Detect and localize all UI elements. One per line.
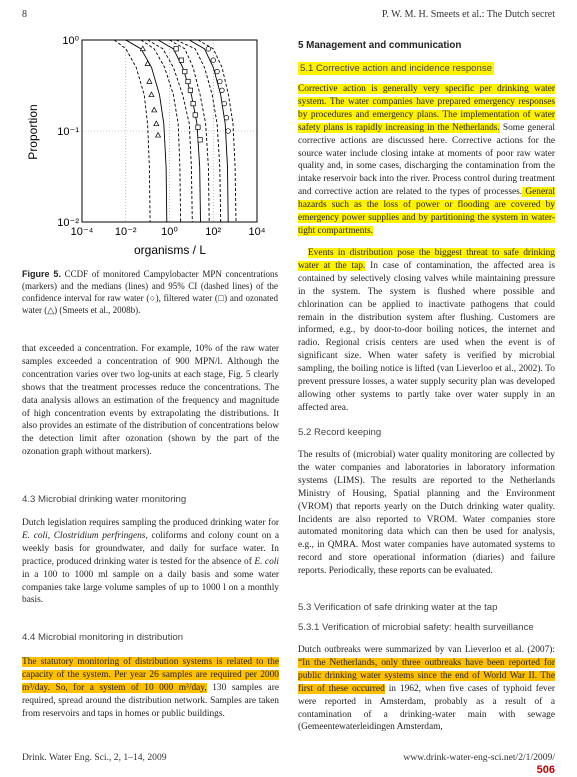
circle-marker xyxy=(206,47,211,52)
section-heading-4-4: 4.4 Microbial monitoring in distribution xyxy=(22,632,184,643)
figure-5-chart xyxy=(22,28,280,258)
circle-marker xyxy=(211,58,216,63)
y-axis-label: Proportion xyxy=(26,104,40,160)
right-paragraph-4: Dutch outbreaks were summarized by van Lieverloo et al. (2007): “In the Netherlands, only three outbreaks have been reported for public drinking water systems since the end of World War II. The first of these occurred in 1962, when five cases of typhoid fever were reported in Amsterdam, probably as a result of a contamination of a drinking-water main with sewage (Gemeentewaterleidingen Amsterdam, xyxy=(298,645,555,733)
circle-marker xyxy=(215,69,220,74)
highlight-three-outbreaks: “In the Netherlands, only three outbreaks have been reported for public drinking water systems since the end of World War II. The first of these occurred xyxy=(298,657,555,694)
right-paragraph-2: Events in distribution pose the biggest threat to safe drinking water at the tap. In case of contamination, the affected area is contained by selectively closing valves while maintaining pressure in the system. The system is flushed where possible and chlorination can be applied to inactivate pathogens that could remain in the distribution system after flushing. Customers are informed, e.g., by door-to-door boiling notices, the internet and radio. Regional crisis centers are used when the event is of significant size. When water safety is verified by microbial sampling, the boiling notice is lifted (van Lieverloo et al., 2002). To prevent pressure losses, a water supply security plan was developed allowing other systems to partly take over water supply in an affected area. xyxy=(298,248,555,413)
x-axis-label: organisms / L xyxy=(133,243,207,257)
square-marker xyxy=(188,88,192,92)
square-marker xyxy=(193,113,197,117)
square-marker xyxy=(179,58,183,62)
section-heading-5-3-1: 5.3.1 Verification of microbial safety: health surveillance xyxy=(298,622,534,633)
y-tick-label: 10⁻² xyxy=(57,217,79,229)
triangle-marker xyxy=(154,121,159,126)
triangle-marker xyxy=(152,107,157,112)
triangle-series-dashed-line xyxy=(114,40,150,222)
x-tick-label: 10⁴ xyxy=(248,226,266,238)
square-marker xyxy=(196,125,200,129)
circle-marker xyxy=(222,101,227,106)
left-paragraph-1: that exceeded a concentration. For example, 10% of the raw water samples exceeded a concentration of 900 MPN/l. Although the concentration varies over two log-units at each stage, Fig. 5 clearly shows that the treatment processes reduce the concentrations. The data analysis allows an estimation of the frequency and magnitude of high concentration events by extrapolating the distributions. It also provides an estimate of the distribution of concentrations below the detection limit after ozonation (shown by the part of the ozonation graph without markers). xyxy=(22,344,279,458)
left-paragraph-2: Dutch legislation requires sampling the produced drinking water for E. coli, Clostridium perfringens, coliforms and colony count on a weekly basis for groundwater, and daily for surface water. In practice, produced drinking water is tested for the absence of E. coli in a 100 to 1000 ml sample on a daily basis and some water companies take large volume samples of up to 1000 l on a monthly basis. xyxy=(22,518,279,606)
section-heading-4-3: 4.3 Microbial drinking water monitoring xyxy=(22,494,187,505)
running-title: P. W. M. H. Smeets et al.: The Dutch secret xyxy=(381,9,555,20)
triangle-marker xyxy=(149,92,154,97)
square-marker xyxy=(183,69,187,73)
page-number: 8 xyxy=(22,9,27,20)
highlight-statutory-monitoring: The statutory monitoring of distribution systems is related to the capacity of the system. Per year 26 samples are required per 2000 m³/day. So, for a system of 10 000 m³/day, xyxy=(22,657,279,693)
triangle-marker xyxy=(147,79,152,84)
caption-text: CCDF of monitored Campylobacter MPN concentrations (markers) and the medians (lines) and 95% CI (dashed lines) of the confidence interval for raw water (○), filtered water (□) and ozonated water (△) (Smeets et al., 2008b). xyxy=(22,269,279,315)
triangle-marker xyxy=(156,132,161,137)
x-tick-label: 10⁻⁴ xyxy=(70,226,94,238)
highlight-corrective-action: Corrective action is generally very specific per drinking water system. The water companies have prepared emergency responses by procedures and emergency plans. The implementation of water safety plans is rapidly increasing in the Netherlands. xyxy=(298,84,555,133)
square-marker xyxy=(186,79,190,83)
circle-marker xyxy=(224,115,229,120)
square-marker xyxy=(191,101,195,105)
highlight-general-hazards: General hazards such as the loss of power or flooding are covered by emergency power supplies and by partitioning the system in water-tight compartments. xyxy=(298,187,555,236)
section-heading-5-1: 5.1 Corrective action and incidence response xyxy=(300,63,492,74)
x-tick-label: 10⁰ xyxy=(161,226,178,238)
left-column xyxy=(22,343,279,459)
section-heading-5-3: 5.3 Verification of safe drinking water at the tap xyxy=(298,602,498,613)
highlight-events-distribution: Events in distribution pose the biggest threat to safe drinking water at the tap. xyxy=(298,248,555,271)
left-paragraph-3: The statutory monitoring of distribution systems is related to the capacity of the system. Per year 26 samples are required per 2000 m³/day. So, for a system of 10 000 m³/day, 130 samples are required, spread around the distribution network. Samples are taken from reservoirs and taps in homes or public buildings. xyxy=(22,657,279,719)
section-heading-5-2: 5.2 Record keeping xyxy=(298,427,382,438)
x-tick-label: 10² xyxy=(205,226,222,238)
square-marker xyxy=(198,138,202,142)
right-paragraph-3: The results of (microbial) water quality monitoring are collected by the water companies and laboratories in laboratory information systems (LIMS). The results are reported to the Netherlands Ministry of Housing, Spatial planning and the Environment (VROM) that reports yearly on the Dutch drinking water quality. Incidents are also reported to VROM. Water companies store automated monitoring data which can then be used for analysis, e.g., in QMRA. Most water companies have automated systems to record and store operational information (diaries) and failure reports. Periodically, these reports can be evaluated. xyxy=(298,450,555,577)
page-badge: 506 xyxy=(536,764,555,776)
circle-marker xyxy=(218,79,223,84)
journal-citation: Drink. Water Eng. Sci., 2, 1–14, 2009 xyxy=(22,752,167,763)
caption-label: Figure 5. xyxy=(22,269,61,279)
chart-markers xyxy=(140,46,230,142)
y-tick-label: 10⁰ xyxy=(62,35,79,47)
y-tick-label: 10⁻¹ xyxy=(57,126,79,138)
section-heading-5: 5 Management and communication xyxy=(298,40,462,51)
circle-marker xyxy=(220,88,225,93)
right-paragraph-1: Corrective action is generally very specific per drinking water system. The water companies have prepared emergency responses by procedures and emergency plans. The implementation of water safety plans is rapidly increasing in the Netherlands. Some general corrective actions are discussed here. Corrective actions for the source water include closing intake at moments of poor raw water quality and, in some cases, discharging the contamination from the intake reservoir back into the river. Process control during treatment and corrective action are related to the types of processes. General hazards such as the loss of power or flooding are covered by emergency power supplies and by partitioning the system in water-tight compartments. xyxy=(298,84,555,236)
square-marker xyxy=(174,47,178,51)
figure-caption xyxy=(22,268,278,316)
x-tick-label: 10⁻² xyxy=(114,226,137,238)
journal-url[interactable]: www.drink-water-eng-sci.net/2/1/2009/ xyxy=(403,752,555,763)
chart-ticks xyxy=(57,35,265,238)
circle-marker xyxy=(226,129,231,134)
